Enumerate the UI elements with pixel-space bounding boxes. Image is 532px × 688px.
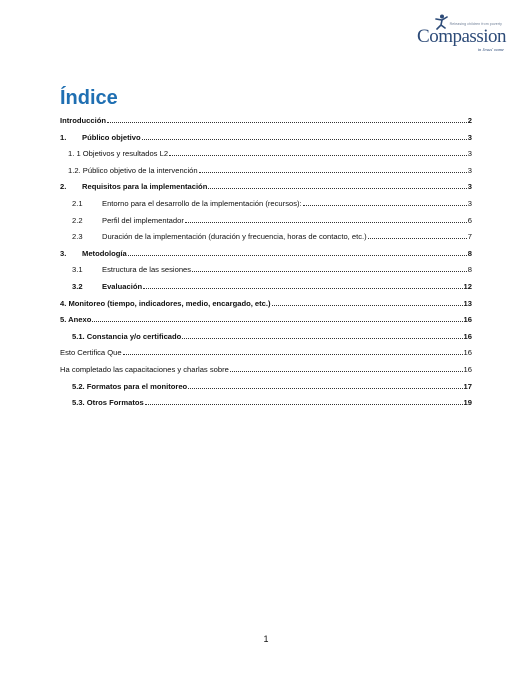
toc-page: 16 [463,331,472,341]
toc-leader [272,304,463,306]
toc-entry-text: Público objetivo [82,132,141,142]
toc-entry[interactable] [60,146,472,163]
toc-entry-text: Perfil del implementador [102,215,184,225]
toc-leader [123,353,463,355]
toc-leader [145,403,463,405]
toc-page: 16 [463,315,472,325]
toc-leader [92,320,462,322]
toc-entry-text: 5.1. Constancia y/o certificado [72,331,182,341]
toc-entry[interactable] [60,246,472,263]
toc-entry[interactable] [60,379,472,396]
table-of-contents [60,113,472,412]
toc-entry[interactable] [60,345,472,362]
toc-leader [143,287,462,289]
toc-leader [107,121,467,123]
toc-entry[interactable] [60,163,472,180]
toc-page: 8 [467,248,472,258]
toc-leader [188,387,462,389]
toc-page: 7 [467,232,472,242]
toc-entry-text: 1. 1 Objetivos y resultados L2 [68,149,169,159]
toc-entry-number: 3.1 [72,265,83,275]
toc-entry[interactable] [60,279,472,296]
toc-page: 8 [467,265,472,275]
toc-entry[interactable] [60,213,472,230]
toc-entry-text: 5.3. Otros Formatos [72,398,144,408]
toc-entry-text: Entorno para el desarrollo de la implementación (recursos): [102,198,302,208]
toc-entry[interactable] [60,296,472,313]
toc-leader [128,254,467,256]
toc-entry[interactable] [60,312,472,329]
toc-page: 3 [467,132,472,142]
toc-page: 2 [467,116,472,125]
toc-leader [208,187,466,189]
toc-entry[interactable] [60,362,472,379]
toc-entry-text: Ha completado las capacitaciones y charlas sobre [60,364,229,374]
toc-page: 3 [467,149,472,159]
toc-entry-number: 2.1 [72,198,83,208]
toc-entry[interactable] [60,113,472,130]
toc-page: 16 [463,364,472,374]
toc-entry-text: Requisitos para la implementación [82,182,208,192]
toc-leader [169,154,467,156]
toc-leader [199,171,467,173]
page-title: Índice [60,87,118,109]
toc-entry-text: Evaluación [102,281,143,291]
toc-entry-text: 5.2. Formatos para el monitoreo [72,381,188,391]
toc-leader [182,337,462,339]
toc-page: 17 [463,381,472,391]
toc-entry-text: 5. Anexo [60,315,92,325]
toc-entry[interactable] [60,179,472,196]
page-number: 1 [263,634,269,644]
toc-leader [230,370,463,372]
toc-entry-text: Esto Certifica Que [60,348,122,358]
toc-entry[interactable] [60,395,472,412]
toc-page: 12 [463,281,472,291]
logo-small-text: Releasing children from poverty [449,22,502,26]
toc-leader [185,221,467,223]
toc-page: 19 [463,398,472,408]
toc-entry[interactable] [60,329,472,346]
logo-tagline: in Jesus' name [477,47,504,52]
toc-entry-text: Metodología [82,248,127,258]
toc-entry-number: 2.2 [72,215,83,225]
toc-entry-text: 4. Monitoreo (tiempo, indicadores, medio, encargado, etc.) [60,298,271,308]
toc-entry-number: 2.3 [72,232,83,242]
toc-page: 6 [467,215,472,225]
toc-leader [142,138,467,140]
toc-page: 16 [463,348,472,358]
toc-page: 3 [467,165,472,175]
toc-leader [303,204,467,206]
toc-leader [368,237,467,239]
toc-entry-text: Estructura de las sesiones [102,265,192,275]
toc-entry-number: 3.2 [72,281,83,291]
toc-entry-number: 2. [60,182,67,192]
logo-brand: Compassion [417,26,506,47]
toc-entry-number: 1. [60,132,67,142]
toc-page: 3 [467,182,472,192]
toc-entry-text: Introducción [60,116,106,125]
toc-leader [192,270,467,272]
toc-entry-text: 1.2. Público objetivo de la intervención [68,165,198,175]
toc-entry-text: Duración de la implementación (duración y frecuencia, horas de contacto, etc.) [102,232,367,242]
toc-entry-number: 3. [60,248,67,258]
toc-page: 3 [467,198,472,208]
toc-entry[interactable] [60,262,472,279]
compassion-logo [416,14,506,50]
toc-page: 13 [463,298,472,308]
toc-entry[interactable] [60,229,472,246]
toc-entry[interactable] [60,130,472,147]
toc-entry[interactable] [60,196,472,213]
